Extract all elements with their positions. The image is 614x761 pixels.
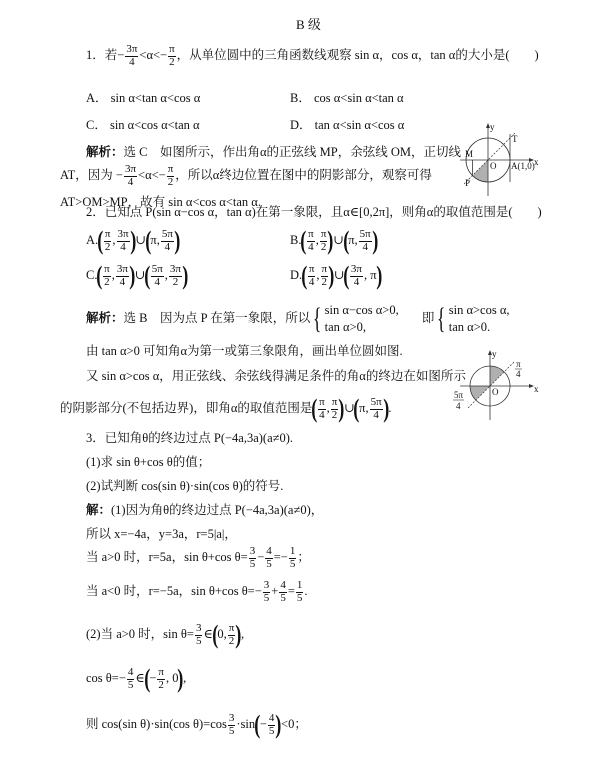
- svg-text:x: x: [534, 384, 539, 394]
- q1-option-d: D． tan α<sin α<cos α: [290, 118, 405, 132]
- q1-solution-line3: AT>OM>MP，故有 sin α<cos α<tan α.: [60, 195, 261, 209]
- svg-text:O: O: [492, 387, 499, 397]
- svg-text:y: y: [492, 349, 497, 359]
- svg-text:5π: 5π: [454, 390, 464, 400]
- unit-circle-figure-2: [452, 348, 542, 424]
- unit-circle-figure-1: [448, 120, 540, 200]
- q1-option-b: B． cos α<sin α<tan α: [290, 91, 404, 105]
- q2-option-b: B.( $\frac{\pi}{4}$ , $\frac{\pi}{2}$ )∪(π, $\frac{5\pi}{4}$ ): [290, 226, 379, 255]
- svg-text:M: M: [465, 149, 474, 159]
- fraction: $\frac{\pi}{2}$: [169, 43, 175, 68]
- q2-solution-line4: 的阴影部分(不包括边界)，即角α的取值范围是( $\frac{\pi}{4}$ , $\frac{\pi}{2}$ )∪(π, $\frac{5\pi}{4}$ ).: [60, 394, 392, 423]
- q1-option-c: C． sin α<cos α<tan α: [86, 118, 200, 132]
- q3-part2: (2)试判断 cos(sin θ)·sin(cos θ)的符号.: [86, 479, 284, 493]
- q3-solution-line7: 则 cos(sin θ)·sin(cos θ)=cos $\frac{3}{5}$ ·sin(− $\frac{4}{5}$ )<0；: [86, 710, 307, 739]
- q1-solution-line1: 解析：选 C 如图所示，作出角α的正弦线 MP，余弦线 OM，正切线: [86, 145, 461, 159]
- q3-solution-line5: (2)当 a>0 时，sin θ= $\frac{3}{5}$ ∈(0, $\frac{\pi}{2}$ ),: [86, 620, 245, 649]
- q3-solution-line3: 当 a>0 时，r=5a，sin θ+cos θ= $\frac{3}{5}$ − $\frac{4}{5}$ =− $\frac{1}{5}$ ；: [86, 545, 310, 570]
- svg-text:P: P: [465, 178, 471, 188]
- svg-text:O: O: [490, 161, 497, 171]
- q3-solution-line4: 当 a<0 时，r=−5a，sin θ+cos θ=− $\frac{3}{5}$ + $\frac{4}{5}$ = $\frac{1}{5}$ .: [86, 579, 308, 604]
- fraction: $\frac{3\pi}{4}$: [126, 43, 138, 68]
- q3-solution-line2: 所以 x=−4a，y=3a，r=5|a|，: [86, 527, 237, 541]
- svg-text:4: 4: [456, 401, 461, 411]
- q2-solution-line3: 又 sin α>cos α，用正弦线、余弦线得满足条件的角α的终边在如图所示: [86, 369, 466, 383]
- q1-option-a: A． sin α<tan α<cos α: [86, 91, 201, 105]
- q1-solution-line2: AT，因为 − $\frac{3\pi}{4}$ <α<− $\frac{\pi}{2}$ ，所以α终边位置在图中的阴影部分，观察可得: [60, 163, 432, 188]
- q2-option-a: A.( $\frac{\pi}{2}$ , $\frac{3\pi}{4}$ )∪(π, $\frac{5\pi}{4}$ ): [86, 226, 181, 255]
- svg-text:A(1,0): A(1,0): [511, 161, 535, 171]
- q3-solution-line6: cos θ=− $\frac{4}{5}$ ∈(− $\frac{\pi}{2}$ , 0),: [86, 664, 187, 693]
- question-2-stem: 2．已知点 P(sin α−cos α，tan α)在第一象限，且α∈[0,2π]，则角α的取值范围是( ): [86, 205, 542, 219]
- q2-solution-line2: 由 tan α>0 可知角α为第一或第三象限角，画出单位圆如图.: [86, 344, 403, 358]
- question-1-stem: 1．若− $\frac{3\pi}{4}$ <α<− $\frac{\pi}{2}$ ，从单位圆中的三角函数线观察 sin α，cos α，tan α的大小是( ): [86, 43, 539, 68]
- svg-text:x: x: [534, 157, 539, 167]
- q2-option-c: C.( $\frac{\pi}{2}$ , $\frac{3\pi}{4}$ )∪( $\frac{5\pi}{4}$ , $\frac{3\pi}{2}$ ): [86, 261, 189, 290]
- q3-part1: (1)求 sin θ+cos θ的值；: [86, 455, 211, 469]
- q3-solution-line1: 解：(1)因为角θ的终边过点 P(−4a,3a)(a≠0)，: [86, 503, 324, 517]
- svg-text:4: 4: [516, 369, 521, 379]
- svg-text:y: y: [490, 122, 495, 132]
- svg-text:T: T: [512, 134, 518, 144]
- svg-text:π: π: [516, 359, 521, 369]
- q2-solution-line1: 解析：选 B 因为点 P 在第一象限，所以 { sin α−cos α>0, tan α>0, 即 { sin α>cos α, tan α>0.: [86, 301, 510, 335]
- page-title: B 级: [296, 17, 321, 32]
- question-3-stem: 3．已知角θ的终边过点 P(−4a,3a)(a≠0).: [86, 431, 294, 445]
- q2-option-d: D.( $\frac{\pi}{4}$ , $\frac{\pi}{2}$ )∪( $\frac{3\pi}{4}$ , π): [290, 261, 382, 290]
